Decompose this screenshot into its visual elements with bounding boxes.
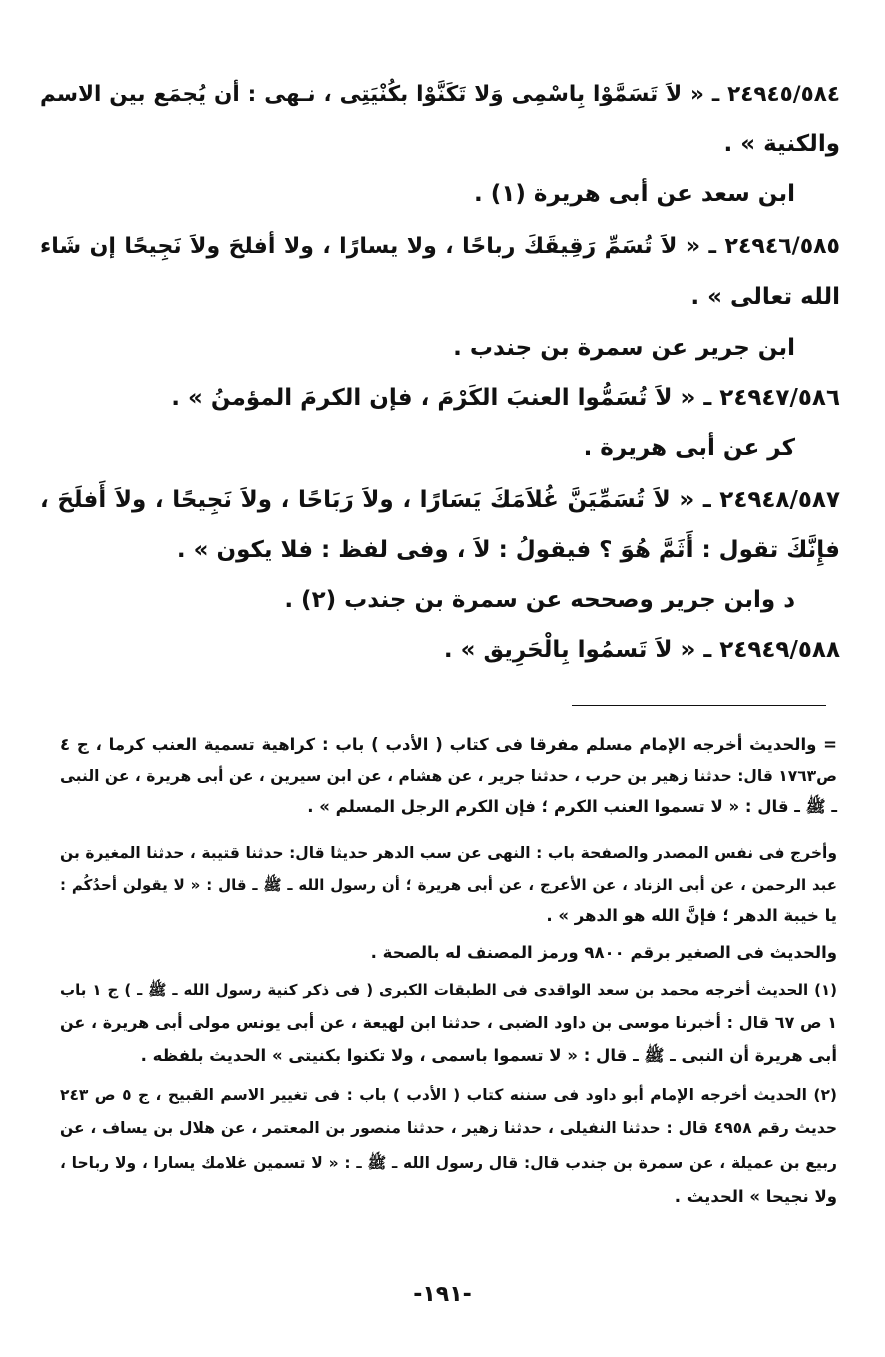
footnote-divider [572,705,826,706]
source-584: ابن سعد عن أبى هريرة (١) . [474,181,795,207]
hadith-584-line-1: ٢٤٩٤٥/٥٨٤ ـ « لاَ تَسَمَّوْا بِاسْمِى وَلا تَكَنَّوْا بكُنْيَتِى ، نـهى : أن يُجمَع بين الاسم [40,82,840,107]
source-585: ابن جرير عن سمرة بن جندب . [453,335,795,361]
hadith-585-line-2: الله تعالى » . [690,284,840,310]
source-587: د وابن جرير وصححه عن سمرة بن جندب (٢) . [284,587,795,613]
footnote-continued-line-3: ـ ﷺ ـ قال : « لا تسموا العنب الكرم ؛ فإن الكرم الرجل المسلم » . [307,797,837,816]
source-586: كر عن أبى هريرة . [583,435,795,461]
hadith-586: ٢٤٩٤٧/٥٨٦ ـ « لاَ تُسَمُّوا العنبَ الكَرْمَ ، فإن الكرمَ المؤمنُ » . [171,385,840,411]
footnote-1-line-2: ١ ص ٦٧ قال : أخبرنا موسى بن داود الضبى ، حدثنا ابن لهيعة ، عن أبى يونس مولى أبى هريرة ، عن [60,1013,838,1032]
footnote-2-line-3: ربيع بن عميلة ، عن سمرة بن جندب قال: قال رسول الله ـ ﷺ ـ : « لا تسمين غلامك يسارا ، ولا رباحا ، [60,1154,837,1172]
footnote-continued-line-7: والحديث فى الصغير برقم ٩٨٠٠ ورمز المصنف له بالصحة . [370,943,837,962]
footnote-1-line-1: (١) الحديث أخرجه محمد بن سعد الواقدى فى الطبقات الكبرى ( فى ذكر كنية رسول الله ـ ﷺ ـ ) ج ١ باب [60,981,837,999]
footnote-continued-line-4: وأخرج فى نفس المصدر والصفحة باب : النهى عن سب الدهر حديثا قال: حدثنا قتيبة ، حدثنا المغيرة بن [60,844,837,862]
footnote-1-line-3: أبى هريرة أن النبى ـ ﷺ ـ قال : « لا تسموا باسمى ، ولا تكنوا بكنيتى » الحديث بلفظه . [140,1046,837,1065]
footnote-continued-line-5: عبد الرحمن ، عن أبى الزناد ، عن الأعرج ، عن أبى هريرة ؛ أن رسول الله ـ ﷺ ـ قال : « لا يقولن أحدُكُم : [60,876,837,894]
footnote-continued-line-1: = والحديث أخرجه الإمام مسلم مفرقا فى كتاب ( الأدب ) باب : كراهية تسمية العنب كرما ، ج ٤ [60,735,837,754]
footnote-2-line-1: (٢) الحديث أخرجه الإمام أبو داود فى سننه كتاب ( الأدب ) باب : فى تغيير الاسم القبيح ، ج ٥ ص ٢٤٣ [60,1086,837,1104]
page-number: -١٩١- [413,1282,472,1307]
footnote-continued-line-6: يا خيبة الدهر ؛ فإنَّ الله هو الدهر » . [546,906,837,925]
hadith-588: ٢٤٩٤٩/٥٨٨ ـ « لاَ تَسمُوا بِالْحَرِيق » . [443,637,840,663]
footnote-2-line-2: حديث رقم ٤٩٥٨ قال : حدثنا النفيلى ، حدثنا زهير ، حدثنا منصور بن المعتمر ، عن هلال بن يساف ، عن [60,1119,838,1137]
hadith-587-line-2: فإِنَّكَ تقول : أَثَمَّ هُوَ ؟ فيقولُ : لاَ ، وفى لفظ : فلا يكون » . [176,537,840,563]
hadith-584-line-2: والكنية » . [723,131,840,157]
hadith-585-line-1: ٢٤٩٤٦/٥٨٥ ـ « لاَ تُسَمِّ رَقِيقَكَ رباحًا ، ولا يسارًا ، ولا أفلحَ ولاَ نَجِيحًا إن شَاء [40,234,840,259]
footnote-2-line-4: ولا نجيحا » الحديث . [674,1187,837,1206]
footnote-continued-line-2: ص١٧٦٣ قال: حدثنا زهير بن حرب ، حدثنا جرير ، عن هشام ، عن ابن سيرين ، عن أبى هريرة ، عن النبى [60,767,837,785]
hadith-587-line-1: ٢٤٩٤٨/٥٨٧ ـ « لاَ تُسَمِّيَنَّ غُلاَمَكَ يَسَارًا ، ولاَ رَبَاحًا ، ولاَ نَجِيحًا ، ولاَ أَفلَحَ ، [40,487,840,513]
